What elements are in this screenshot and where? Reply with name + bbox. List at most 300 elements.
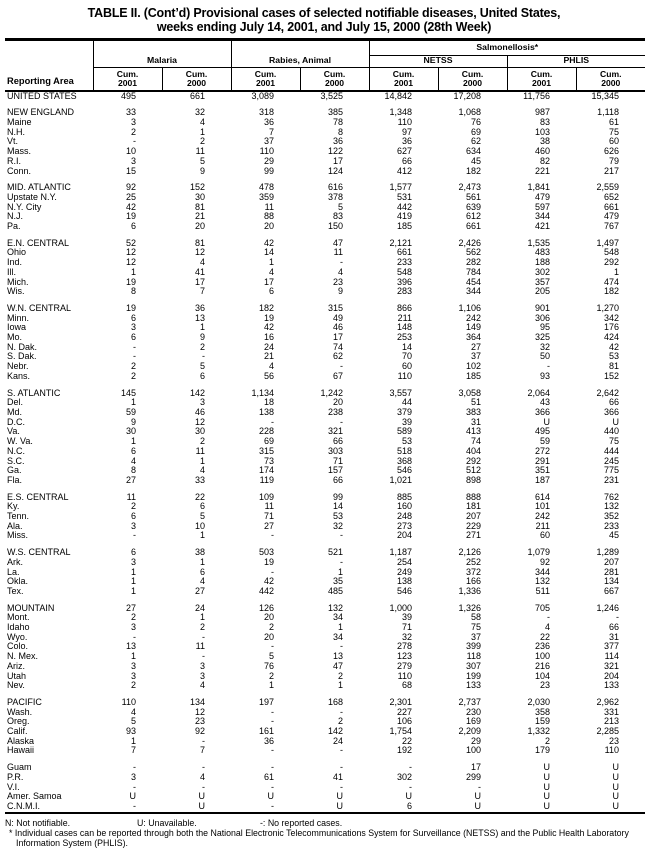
- value-cell: 75: [609, 436, 620, 447]
- value-cell: 616: [327, 182, 344, 193]
- value-cell: 705: [534, 602, 551, 613]
- value-cell: 2,030: [527, 696, 551, 707]
- value-cell: 45: [471, 155, 482, 166]
- value-cell: 413: [465, 426, 482, 437]
- value-cell: 42: [609, 341, 620, 352]
- value-cell: U: [612, 791, 620, 802]
- value-cell: 7: [200, 745, 206, 756]
- value-cell: 479: [534, 191, 551, 202]
- value-cell: -: [202, 781, 206, 792]
- value-cell: 36: [264, 117, 275, 127]
- reporting-area-cell: D.C.: [7, 416, 25, 427]
- value-cell: 302: [396, 771, 413, 782]
- reporting-area-cell: Mont.: [7, 612, 30, 623]
- value-cell: 11: [333, 247, 344, 258]
- value-cell: 34: [333, 631, 344, 642]
- value-cell: U: [474, 801, 482, 811]
- value-cell: 187: [534, 474, 551, 485]
- value-cell: 652: [603, 191, 620, 202]
- value-cell: U: [612, 762, 620, 773]
- value-cell: 1: [200, 530, 206, 541]
- table-row: [5, 222, 645, 232]
- reporting-area-cell: MID. ATLANTIC: [7, 182, 71, 193]
- table-title: [0, 0, 648, 34]
- value-cell: 71: [333, 455, 344, 466]
- value-cell: 6: [269, 286, 275, 297]
- value-cell: 1: [338, 566, 344, 577]
- cum-label: Cum.: [323, 69, 346, 79]
- value-cell: 81: [195, 237, 206, 248]
- value-cell: 1,187: [389, 547, 413, 558]
- value-cell: 546: [396, 465, 413, 476]
- value-cell: 109: [258, 491, 275, 502]
- value-cell: 204: [603, 670, 620, 681]
- value-cell: 231: [603, 474, 620, 485]
- value-cell: 1,289: [596, 547, 620, 558]
- value-cell: 106: [396, 716, 413, 727]
- value-cell: 2,559: [596, 182, 620, 193]
- value-cell: 762: [603, 491, 620, 502]
- value-cell: 5: [130, 716, 136, 727]
- reporting-area-cell: Okla.: [7, 576, 29, 587]
- value-cell: 2,737: [458, 696, 482, 707]
- value-cell: 1,497: [596, 237, 620, 248]
- value-cell: 1: [200, 455, 206, 466]
- value-cell: 25: [125, 191, 136, 202]
- value-cell: 2,126: [458, 547, 482, 558]
- value-cell: 69: [471, 126, 482, 137]
- value-cell: 228: [258, 426, 275, 437]
- footnote-legend: [5, 818, 648, 828]
- value-cell: 92: [540, 556, 551, 567]
- col-header-phlis-cum-2000: [576, 68, 645, 91]
- reporting-area-cell: Ark.: [7, 556, 24, 567]
- value-cell: 6: [130, 332, 136, 343]
- value-cell: 483: [534, 247, 551, 258]
- value-cell: 114: [604, 651, 620, 662]
- value-cell: -: [202, 735, 206, 746]
- value-cell: 6: [200, 566, 206, 577]
- value-cell: 1: [200, 556, 206, 567]
- value-cell: 358: [534, 706, 551, 717]
- value-cell: 118: [466, 651, 482, 662]
- value-cell: 1: [614, 266, 620, 277]
- value-cell: 2: [200, 622, 206, 633]
- value-cell: -: [271, 706, 275, 717]
- value-cell: 589: [396, 426, 413, 437]
- value-cell: 6: [130, 511, 136, 522]
- table-row: [5, 681, 645, 691]
- value-cell: 216: [534, 660, 551, 671]
- value-cell: 1: [130, 735, 136, 746]
- value-cell: 95: [540, 322, 551, 333]
- value-cell: 74: [471, 436, 482, 447]
- table-row: [5, 372, 645, 382]
- value-cell: 27: [195, 585, 206, 596]
- value-cell: U: [543, 781, 551, 792]
- value-cell: -: [409, 781, 413, 792]
- value-cell: 66: [333, 436, 344, 447]
- value-cell: 292: [603, 257, 620, 268]
- value-cell: -: [547, 361, 551, 372]
- reporting-area-cell: N.J.: [7, 211, 24, 222]
- value-cell: 272: [534, 445, 551, 456]
- value-cell: 14: [402, 341, 413, 352]
- value-cell: 898: [465, 474, 482, 485]
- value-cell: -: [340, 361, 344, 372]
- value-cell: 60: [540, 530, 551, 541]
- value-cell: 242: [534, 511, 551, 522]
- year-label: 2000: [462, 77, 483, 88]
- value-cell: 4: [338, 266, 344, 277]
- value-cell: 460: [534, 146, 551, 157]
- value-cell: 20: [264, 631, 275, 642]
- value-cell: 1,068: [458, 107, 482, 118]
- legend-unavailable: U: Unavailable.: [137, 817, 197, 828]
- value-cell: 454: [465, 276, 482, 287]
- value-cell: 93: [540, 370, 551, 381]
- value-cell: 30: [125, 426, 136, 437]
- value-cell: 132: [603, 501, 620, 512]
- value-cell: 169: [465, 716, 482, 727]
- reporting-area-cell: S. Dak.: [7, 351, 37, 362]
- value-cell: 12: [195, 247, 206, 258]
- reporting-area-cell: Fla.: [7, 474, 23, 485]
- value-cell: 102: [465, 361, 482, 372]
- value-cell: -: [202, 351, 206, 362]
- value-cell: -: [340, 745, 344, 756]
- value-cell: 230: [465, 706, 482, 717]
- value-cell: 2: [269, 622, 275, 633]
- value-cell: 1,332: [527, 726, 551, 737]
- value-cell: 13: [195, 312, 206, 323]
- value-cell: 9: [200, 332, 206, 343]
- value-cell: 45: [609, 530, 620, 541]
- value-cell: 83: [540, 117, 551, 127]
- value-cell: 1: [130, 397, 136, 408]
- value-cell: 32: [540, 341, 551, 352]
- reporting-area-cell: Del.: [7, 397, 24, 408]
- value-cell: 229: [465, 520, 482, 531]
- value-cell: 271: [465, 530, 482, 541]
- value-cell: 233: [396, 257, 413, 268]
- header-row-span: [5, 40, 645, 56]
- group-header-phlis: PHLIS: [507, 55, 645, 68]
- value-cell: 2: [130, 680, 136, 691]
- value-cell: 366: [534, 406, 551, 417]
- value-cell: 23: [540, 680, 551, 691]
- value-cell: 47: [333, 660, 344, 671]
- value-cell: 6: [200, 501, 206, 512]
- value-cell: 352: [603, 511, 620, 522]
- value-cell: 29: [471, 735, 482, 746]
- value-cell: 192: [396, 745, 413, 756]
- value-cell: 1: [269, 680, 275, 691]
- value-cell: 152: [603, 370, 620, 381]
- reporting-area-cell: Miss.: [7, 530, 28, 541]
- col-header-netss-cum-2000: [438, 68, 507, 91]
- value-cell: 351: [534, 465, 551, 476]
- value-cell: 110: [259, 146, 275, 157]
- value-cell: 612: [465, 211, 482, 222]
- value-cell: 885: [396, 491, 413, 502]
- value-cell: 2,064: [527, 387, 551, 398]
- value-cell: 23: [333, 276, 344, 287]
- reporting-area-cell: Pa.: [7, 221, 21, 232]
- value-cell: 132: [327, 602, 344, 613]
- value-cell: 37: [471, 631, 482, 642]
- value-cell: 43: [540, 397, 551, 408]
- value-cell: 236: [534, 641, 551, 652]
- value-cell: 1: [130, 436, 136, 447]
- value-cell: 306: [534, 312, 551, 323]
- value-cell: -: [271, 781, 275, 792]
- value-cell: 6: [130, 445, 136, 456]
- value-cell: 368: [396, 455, 413, 466]
- value-cell: 561: [465, 191, 482, 202]
- value-cell: 321: [603, 660, 620, 671]
- reporting-area-cell: Ind.: [7, 257, 23, 268]
- cum-label: Cum.: [116, 69, 139, 79]
- value-cell: 51: [471, 397, 482, 408]
- value-cell: 419: [396, 211, 413, 222]
- value-cell: 16: [264, 332, 275, 343]
- title-line-2: weeks ending July 14, 2001, and July 15, 2000 (28th Week): [156, 19, 492, 34]
- reporting-area-cell: W.S. CENTRAL: [7, 547, 71, 558]
- reporting-area-cell: N. Mex.: [7, 651, 39, 662]
- value-cell: 20: [195, 221, 206, 232]
- reporting-area-cell: Colo.: [7, 641, 29, 652]
- reporting-area-cell: Amer. Samoa: [7, 791, 62, 802]
- value-cell: 60: [402, 361, 413, 372]
- value-cell: 33: [125, 107, 136, 118]
- value-cell: 404: [465, 445, 482, 456]
- value-cell: 36: [333, 136, 344, 147]
- reporting-area-cell: V.I.: [7, 781, 20, 792]
- value-cell: 204: [396, 530, 413, 541]
- value-cell: 17: [264, 276, 275, 287]
- value-cell: 44: [402, 397, 413, 408]
- value-cell: 47: [333, 237, 344, 248]
- value-cell: 2,301: [389, 696, 413, 707]
- value-cell: 242: [465, 312, 482, 323]
- value-cell: 211: [535, 520, 551, 531]
- value-cell: 331: [603, 706, 620, 717]
- value-cell: 279: [396, 660, 413, 671]
- value-cell: 249: [396, 566, 413, 577]
- table-header: [5, 40, 645, 91]
- value-cell: 142: [189, 387, 206, 398]
- year-label: 2001: [393, 77, 414, 88]
- value-cell: 42: [125, 201, 136, 212]
- value-cell: 2: [200, 341, 206, 352]
- value-cell: 22: [195, 491, 206, 502]
- value-cell: 104: [534, 670, 551, 681]
- value-cell: 221: [534, 165, 551, 176]
- year-label: 2001: [531, 77, 552, 88]
- table-row: [5, 587, 645, 597]
- value-cell: 11: [126, 491, 136, 502]
- value-cell: 6: [200, 370, 206, 381]
- value-cell: 76: [264, 660, 275, 671]
- value-cell: 342: [603, 312, 620, 323]
- value-cell: 17: [333, 155, 344, 166]
- reporting-area-cell: NEW ENGLAND: [7, 107, 75, 118]
- value-cell: 6: [130, 547, 136, 558]
- value-cell: 12: [125, 257, 136, 268]
- value-cell: 161: [258, 726, 275, 737]
- value-cell: 325: [534, 332, 551, 343]
- value-cell: 37: [264, 136, 275, 147]
- value-cell: 157: [327, 465, 344, 476]
- value-cell: 8: [130, 286, 136, 297]
- reporting-area-cell: Tenn.: [7, 511, 30, 522]
- value-cell: 92: [125, 182, 136, 193]
- table-row: [5, 91, 645, 102]
- value-cell: 2: [130, 370, 136, 381]
- value-cell: 344: [534, 211, 551, 222]
- value-cell: -: [133, 631, 136, 642]
- reporting-area-cell: Nebr.: [7, 361, 29, 372]
- value-cell: 181: [465, 501, 482, 512]
- reporting-area-cell: Wash.: [7, 706, 33, 717]
- value-cell: 1,118: [597, 107, 620, 118]
- reporting-area-cell: Mich.: [7, 276, 29, 287]
- value-cell: 2,426: [458, 237, 482, 248]
- value-cell: -: [340, 257, 344, 268]
- value-cell: 24: [195, 602, 206, 613]
- value-cell: 4: [269, 266, 275, 277]
- value-cell: 2: [130, 126, 136, 137]
- reporting-area-cell: Kans.: [7, 370, 31, 381]
- value-cell: 6: [407, 801, 413, 811]
- value-cell: 24: [264, 341, 275, 352]
- value-cell: 70: [402, 351, 413, 362]
- value-cell: 34: [333, 612, 344, 623]
- col-header-phlis-cum-2001: [507, 68, 576, 91]
- value-cell: U: [612, 416, 620, 427]
- value-cell: 440: [603, 426, 620, 437]
- value-cell: -: [202, 651, 206, 662]
- reporting-area-cell: Tex.: [7, 585, 24, 596]
- value-cell: 399: [465, 641, 482, 652]
- value-cell: -: [340, 416, 344, 427]
- value-cell: 4: [130, 706, 136, 717]
- value-cell: 4: [200, 771, 206, 782]
- year-label: 2000: [601, 77, 621, 88]
- value-cell: U: [198, 791, 206, 802]
- value-cell: 160: [396, 501, 413, 512]
- value-cell: 474: [603, 276, 620, 287]
- cum-label: Cum.: [254, 69, 277, 79]
- value-cell: 19: [125, 302, 136, 313]
- value-cell: 22: [402, 735, 413, 746]
- value-cell: 49: [333, 312, 344, 323]
- value-cell: 344: [465, 286, 482, 297]
- value-cell: 207: [465, 511, 482, 522]
- table-body: [5, 91, 645, 813]
- value-cell: 74: [333, 341, 344, 352]
- value-cell: 1: [338, 622, 344, 633]
- value-cell: 19: [264, 312, 275, 323]
- value-cell: 252: [465, 556, 482, 567]
- value-cell: 66: [333, 474, 344, 485]
- value-cell: -: [340, 641, 344, 652]
- value-cell: 396: [396, 276, 413, 287]
- value-cell: -: [340, 530, 344, 541]
- value-cell: -: [409, 762, 413, 773]
- value-cell: 179: [534, 745, 551, 756]
- value-cell: 60: [609, 136, 620, 147]
- table-row: [5, 531, 645, 541]
- value-cell: 38: [195, 547, 206, 558]
- reporting-area-cell: Ky.: [7, 501, 20, 512]
- value-cell: 1: [200, 612, 206, 623]
- value-cell: 50: [540, 351, 551, 362]
- value-cell: 17: [471, 762, 482, 773]
- value-cell: 531: [396, 191, 413, 202]
- value-cell: 1,000: [389, 602, 413, 613]
- value-cell: 39: [402, 612, 413, 623]
- value-cell: 372: [465, 566, 482, 577]
- value-cell: 7: [269, 126, 275, 137]
- value-cell: 66: [402, 155, 413, 166]
- table-row: [5, 476, 645, 486]
- value-cell: 1: [338, 680, 344, 691]
- value-cell: 66: [609, 397, 620, 408]
- reporting-area-cell: Idaho: [7, 622, 30, 633]
- value-cell: 32: [402, 631, 413, 642]
- value-cell: 66: [609, 622, 620, 633]
- value-cell: 12: [125, 247, 136, 258]
- reporting-area-cell: Mass.: [7, 146, 32, 157]
- value-cell: 1: [269, 257, 275, 268]
- value-cell: 205: [534, 286, 551, 297]
- value-cell: 9: [130, 416, 136, 427]
- value-cell: 357: [534, 276, 551, 287]
- value-cell: 2: [338, 670, 344, 681]
- value-cell: U: [336, 801, 344, 811]
- value-cell: 81: [195, 201, 206, 212]
- reporting-area-cell: S. ATLANTIC: [7, 387, 61, 398]
- value-cell: 197: [258, 696, 275, 707]
- value-cell: 3: [130, 771, 136, 782]
- reporting-area-cell: N.H.: [7, 126, 25, 137]
- value-cell: 7: [200, 286, 206, 297]
- value-cell: 901: [534, 302, 551, 313]
- value-cell: 11: [195, 146, 206, 157]
- value-cell: 1: [130, 266, 136, 277]
- value-cell: 521: [327, 547, 344, 558]
- value-cell: 88: [264, 211, 275, 222]
- reporting-area-cell: Md.: [7, 406, 23, 417]
- value-cell: 36: [195, 302, 206, 313]
- value-cell: 67: [333, 370, 344, 381]
- value-cell: -: [133, 781, 136, 792]
- value-cell: 46: [333, 322, 344, 333]
- value-cell: 53: [609, 351, 620, 362]
- value-cell: 149: [465, 322, 482, 333]
- title-line-1: TABLE II. (Cont’d) Provisional cases of selected notifiable diseases, United States,: [87, 6, 561, 20]
- value-cell: 2: [130, 612, 136, 623]
- value-cell: 103: [534, 126, 551, 137]
- value-cell: 1,134: [251, 387, 275, 398]
- value-cell: 6: [130, 221, 136, 232]
- value-cell: 2,285: [596, 726, 620, 737]
- value-cell: 2: [200, 436, 206, 447]
- value-cell: 2: [200, 136, 206, 147]
- value-cell: 495: [534, 426, 551, 437]
